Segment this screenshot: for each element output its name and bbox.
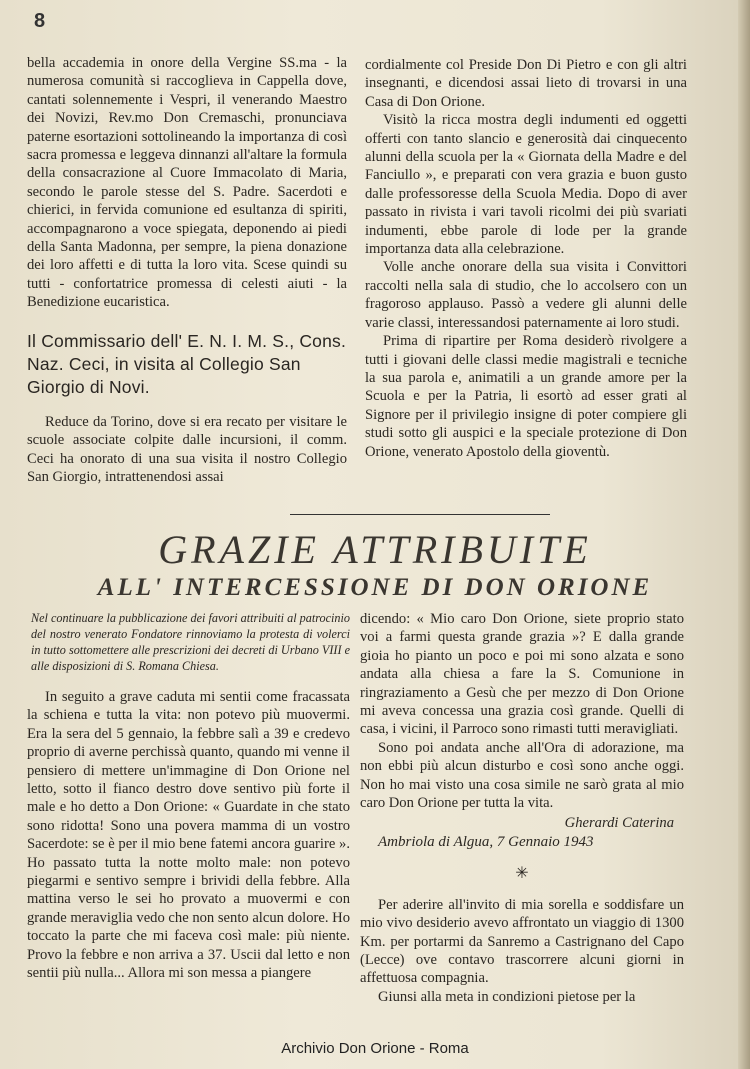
paragraph: cordialmente col Preside Don Di Pietro e con gli altri insegnanti, e dicendosi assai lieto di trovarsi in una Casa di Don Orione. <box>365 57 687 110</box>
paragraph: In seguito a grave caduta mi sentii come fracassata la schiena e tutta la vita: non potevo più muovermi. Era la sera del 5 gennaio, la febbre salì a 39 e credevo proprio di averne perchissà quanto, quando mi venne il pensiero di mettere un'immagine di Don Orione nel letto, sotto il fianco destro dove sentivo più forte il male e ho detto a Don Orione: « Guardate in che stato sono ridotta! Sono una povera mamma di un vostro Sacerdote: se è per il mio bene fatemi ancora guarire ». Ho passato tutta la notte molto male: non potevo piegarmi e sentivo sempre i brividi della febbre. Alla mattina verso le sei ho provato a muovermi e con grande meraviglia vedo che non sento alcun dolore. Ho toccato la parte che mi faceva così male: più niente. Provo la febbre e non arriva a 37. Uscii dal letto e non sentii più nulla... Allora mi son messa a piangere <box>27 689 350 982</box>
bottom-left-column <box>27 610 350 983</box>
page-number: 8 <box>34 10 46 32</box>
intro-note: Nel continuare la pubblicazione dei favori attribuiti al patrocinio del nostro venerato Fondatore rinnoviamo la protesta di volerci in tutto sottomettere alle prescrizioni dei decreti di Urbano VIII e alle disposizioni di S. Romana Chiesa. <box>31 611 350 673</box>
section-divider <box>290 514 550 515</box>
section-subtitle: ALL' INTERCESSIONE DI DON ORIONE <box>97 574 653 601</box>
top-left-column <box>27 54 347 486</box>
archive-footer: Archivio Don Orione - Roma <box>281 1040 469 1057</box>
paragraph: dicendo: « Mio caro Don Orione, siete proprio stato voi a farmi questa grande grazia »? E dalla grande gioia ho pianto un poco e poi mi sono alzata e sono andata alla chiesa a fare la S. Comunione in ringraziamento a Gesù che per mezzo di Don Orione mi aveva concessa una grazia così grande. Quelli di casa, i vicini, il Parroco sono rimasti tutti meravigliati. <box>360 611 684 738</box>
place-date: Ambriola di Algua, 7 Gennaio 1943 <box>378 833 594 850</box>
paragraph: Volle anche onorare della sua visita i Convittori raccolti nella sala di studio, che lo accolsero con un fragoroso applauso. Passò a vedere gli alunni delle varie classi, interessandosi paternamente ai loro studi. <box>365 259 687 331</box>
paragraph: Giunsi alla meta in condizioni pietose per la <box>378 988 636 1005</box>
paragraph: Sono poi andata anche all'Ora di adorazione, ma non ebbi più alcun disturbo e così sono anche oggi. Non ho mai visto una cosa simile ne sarò grata al mio caro Don Orione per tutta la vita. <box>360 739 684 812</box>
top-right-column <box>365 56 687 461</box>
section-title: GRAZIE ATTRIBUITE <box>158 527 592 572</box>
bottom-right-column <box>360 610 684 1006</box>
paragraph: Reduce da Torino, dove si era recato per visitare le scuole associate colpite dalle incursioni, il comm. Ceci ha onorato di una sua visita il nostro Collegio San Giorgio, intrattenendosi assai <box>27 413 347 485</box>
paragraph: Visitò la ricca mostra degli indumenti ed oggetti offerti con tanto slancio e generosità dai cinquecento alunni della scuola per la « Giornata della Madre e del Fanciullo », e preparati con vera grazia e buon gusto dalle professoresse della Scuola Media. Dopo di aver passato in rivista i vari tavoli ricolmi dei più svariati indumenti, ebbe parole di lode per la grande importanza data alla celebrazione. <box>365 112 687 258</box>
asterisk-separator: ✳ <box>515 865 529 883</box>
paragraph: Per aderire all'invito di mia sorella e soddisfare un mio vivo desiderio avevo affrontato un viaggio di 1300 Km. per portarmi da Sanremo a Castrignano del Capo (Lecce) ove contavo trascorrere alcuni giorni in affettuosa compagnia. <box>360 896 684 987</box>
article-heading: Il Commissario dell' E. N. I. M. S., Cons. Naz. Ceci, in visita al Collegio San Giorgio di Novi. <box>27 330 347 397</box>
paragraph: bella accademia in onore della Vergine SS.ma - la numerosa comunità si raccoglieva in Cappella dove, cantati solennemente i Vespri, il venerando Maestro dei Novizi, Rev.mo Don Cremaschi, pronunciava paterne esortazioni sottolineando la importanza di così sacra promessa e leggeva dinnanzi all'altare la formula della consacrazione al Cuore Immacolato di Maria, secondo le parole stesse del S. Padre. Sacerdoti e chierici, in fervida comunione ed esultanza di spiriti, accompagnarono a voce spiegata, deponendo ai piedi della Santa Madonna, per sempre, la piena donazione dei loro affetti e di tutta la loro vita. Scese quindi su tutti - confortatrice promessa di celesti aiuti - la Benedizione eucaristica. <box>27 55 347 311</box>
signature: Gherardi Caterina <box>564 815 674 832</box>
paragraph: Prima di ripartire per Roma desiderò rivolgere a tutti i giovani delle classi medie magistrali e tecniche la sua parola e, animatili a un grande amore per la Scuola e per la Patria, li esortò ad esser grati al Signore per il privilegio insigne di poter compiere gli studi sotto gli auspici e la speciale protezione di Don Orione, venerato Apostolo della gioventù. <box>365 333 687 460</box>
